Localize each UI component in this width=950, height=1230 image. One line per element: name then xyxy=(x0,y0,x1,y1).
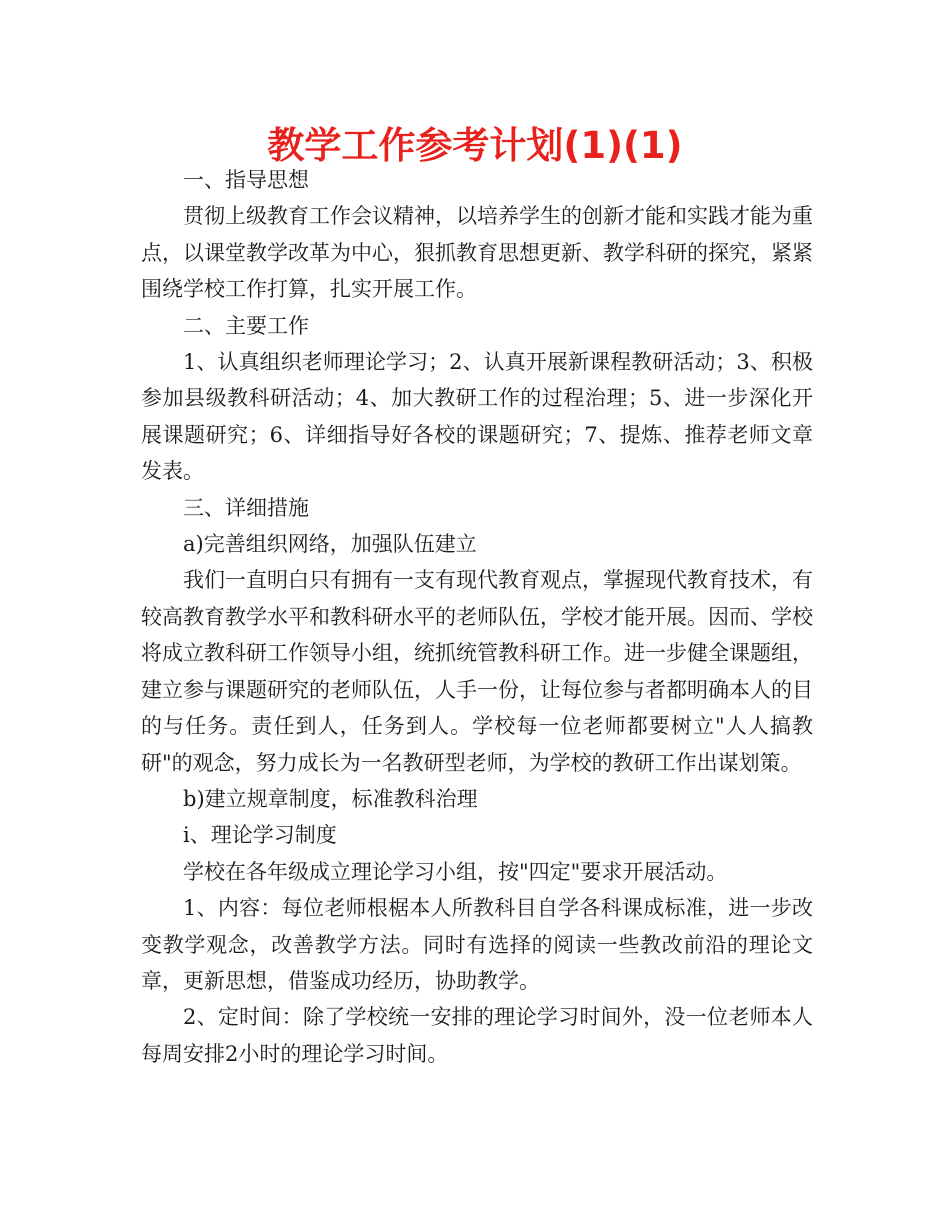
document-body xyxy=(141,162,813,1072)
document-title: 教学工作参考计划(1)(1) xyxy=(267,124,683,167)
subheading-organization-network: a)完善组织网络，加强队伍建立 xyxy=(183,532,477,557)
heading-guiding-ideology: 一、指导思想 xyxy=(183,168,309,192)
paragraph-study-groups: 学校在各年级成立理论学习小组，按"四定"要求开展活动。 xyxy=(183,859,728,884)
subheading-rules-system: b)建立规章制度，标准教科治理 xyxy=(183,786,478,811)
paragraph-main-work: 1、认真组织老师理论学习；2、认真开展新课程教研活动；3、积极参加县级教科研活动；4、加大教研工作的过程治理；5、进一步深化开展课题研究；6、详细指导好各校的课题研究；7、提炼、推荐老师文章发表。 xyxy=(141,350,813,484)
list-item-schedule: 2、定时间：除了学校统一安排的理论学习时间外，没一位老师本人每周安排2小时的理论学习时间。 xyxy=(141,1005,813,1066)
paragraph-team-building: 我们一直明白只有拥有一支有现代教育观点，掌握现代教育技术，有较高教育教学水平和教科研水平的老师队伍，学校才能开展。因而、学校将成立教科研工作领导小组，统抓统管教科研工作。进一步健全课题组，建立参与课题研究的老师队伍，人手一份，让每位参与者都明确本人的目的与任务。责任到人，任务到人。学校每一位老师都要树立"人人搞教研"的观念，努力成长为一名教研型老师，为学校的教研工作出谋划策。 xyxy=(141,568,813,775)
subheading-theory-study: i、理论学习制度 xyxy=(183,823,337,848)
paragraph-guiding-ideology: 贯彻上级教育工作会议精神，以培养学生的创新才能和实践才能为重点，以课堂教学改革为中心，狠抓教育思想更新、教学科研的探究，紧紧围绕学校工作打算，扎实开展工作。 xyxy=(141,204,813,302)
list-item-content: 1、内容：每位老师根椐本人所教科目自学各科课成标准，进一步改变教学观念，改善教学方法。同时有选择的阅读一些教改前沿的理论文章，更新思想，借鉴成功经历，协助教学。 xyxy=(141,896,813,993)
heading-detailed-measures: 三、详细措施 xyxy=(183,495,309,520)
heading-main-work: 二、主要工作 xyxy=(183,313,309,338)
